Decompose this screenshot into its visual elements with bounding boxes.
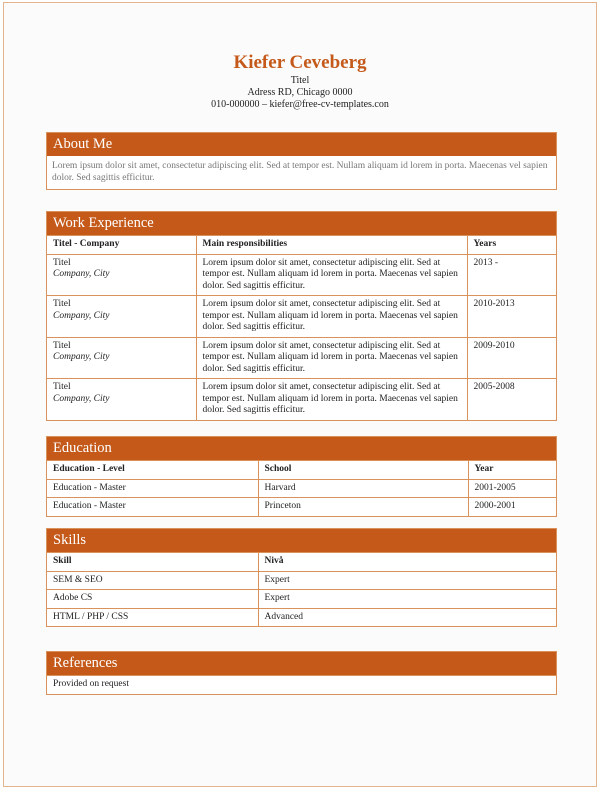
table-row — [47, 676, 556, 694]
about-section — [46, 132, 557, 190]
references-text: Provided on request — [47, 676, 556, 694]
job-description: Lorem ipsum dolor sit amet, consectetur adipiscing elit. Sed at tempor est. Nullam aliquam id lorem in porta. Maecenas vel sapien dolor. Sed sagittis efficitur. — [196, 379, 467, 420]
column-header: Titel - Company — [47, 236, 196, 255]
job-company: Company, City — [53, 310, 110, 321]
table-header-row — [47, 236, 556, 255]
references-heading: References — [47, 652, 556, 675]
column-header: Skill — [47, 553, 258, 572]
job-title: Titel — [53, 299, 71, 309]
job-cell — [47, 379, 196, 420]
person-name: Kiefer Ceveberg — [233, 52, 367, 73]
education-level: Education - Master — [47, 498, 258, 516]
job-title: Titel — [53, 382, 71, 392]
job-years: 2010-2013 — [467, 296, 556, 338]
about-heading: About Me — [47, 133, 556, 156]
work-heading: Work Experience — [47, 212, 556, 235]
about-text: Lorem ipsum dolor sit amet, consectetur adipiscing elit. Sed at tempor est. Nullam aliquam id lorem in porta. Maecenas vel sapien dolor. Sed sagittis efficitur. — [52, 161, 548, 183]
table-row — [47, 590, 556, 609]
column-header: Nivå — [258, 553, 556, 572]
skills-section — [46, 528, 557, 627]
job-company: Company, City — [53, 269, 110, 279]
skill-level: Expert — [258, 590, 556, 609]
skill-name: Adobe CS — [47, 590, 258, 609]
education-section — [46, 436, 557, 517]
table-header-row — [47, 553, 556, 572]
references-section — [46, 651, 557, 695]
column-header: Year — [468, 461, 556, 480]
job-years: 2005-2008 — [467, 379, 556, 420]
job-company: Company, City — [53, 393, 110, 404]
skill-name: SEM & SEO — [47, 571, 258, 590]
education-year: 2001-2005 — [468, 479, 556, 498]
table-row — [47, 337, 556, 379]
job-years: 2009-2010 — [467, 337, 556, 379]
job-description: Lorem ipsum dolor sit amet, consectetur adipiscing elit. Sed at tempor est. Nullam aliquam id lorem in porta. Maecenas vel sapien dolor. Sed sagittis efficitur. — [196, 337, 467, 379]
table-row — [47, 254, 556, 296]
skill-level: Advanced — [258, 608, 556, 626]
references-table — [47, 675, 556, 694]
job-cell — [47, 337, 196, 379]
table-row — [47, 571, 556, 590]
job-description: Lorem ipsum dolor sit amet, consectetur adipiscing elit. Sed at tempor est. Nullam aliquam id lorem in porta. Maecenas vel sapien dolor. Sed sagittis efficitur. — [196, 296, 467, 338]
work-section — [46, 211, 557, 421]
skills-table — [47, 552, 556, 626]
person-title: Titel — [290, 75, 310, 86]
job-title: Titel — [53, 340, 71, 351]
column-header: School — [258, 461, 468, 480]
person-address: Adress RD, Chicago 0000 — [247, 87, 353, 98]
table-row — [47, 379, 556, 420]
table-row — [47, 608, 556, 626]
job-cell — [47, 254, 196, 296]
education-year: 2000-2001 — [468, 498, 556, 516]
column-header: Years — [467, 236, 556, 255]
column-header: Education - Level — [47, 461, 258, 480]
resume-header — [4, 51, 596, 111]
resume-page — [3, 2, 597, 787]
education-table — [47, 460, 556, 516]
skill-name: HTML / PHP / CSS — [47, 608, 258, 626]
job-cell — [47, 296, 196, 338]
column-header: Main responsibilities — [196, 236, 467, 255]
table-header-row — [47, 461, 556, 480]
education-heading: Education — [47, 437, 556, 460]
job-title: Titel — [53, 257, 71, 268]
skills-heading: Skills — [47, 529, 556, 552]
table-row — [47, 498, 556, 516]
education-school: Princeton — [258, 498, 468, 516]
education-school: Harvard — [258, 479, 468, 498]
job-years: 2013 - — [467, 254, 556, 296]
table-row — [47, 296, 556, 338]
table-row — [47, 479, 556, 498]
person-contact: 010-000000 – kiefer@free-cv-templates.con — [211, 99, 389, 110]
job-description: Lorem ipsum dolor sit amet, consectetur adipiscing elit. Sed at tempor est. Nullam aliquam id lorem in porta. Maecenas vel sapien dolor. Sed sagittis efficitur. — [196, 254, 467, 296]
education-level: Education - Master — [47, 479, 258, 498]
work-table — [47, 235, 556, 420]
job-company: Company, City — [53, 352, 110, 362]
skill-level: Expert — [258, 571, 556, 590]
